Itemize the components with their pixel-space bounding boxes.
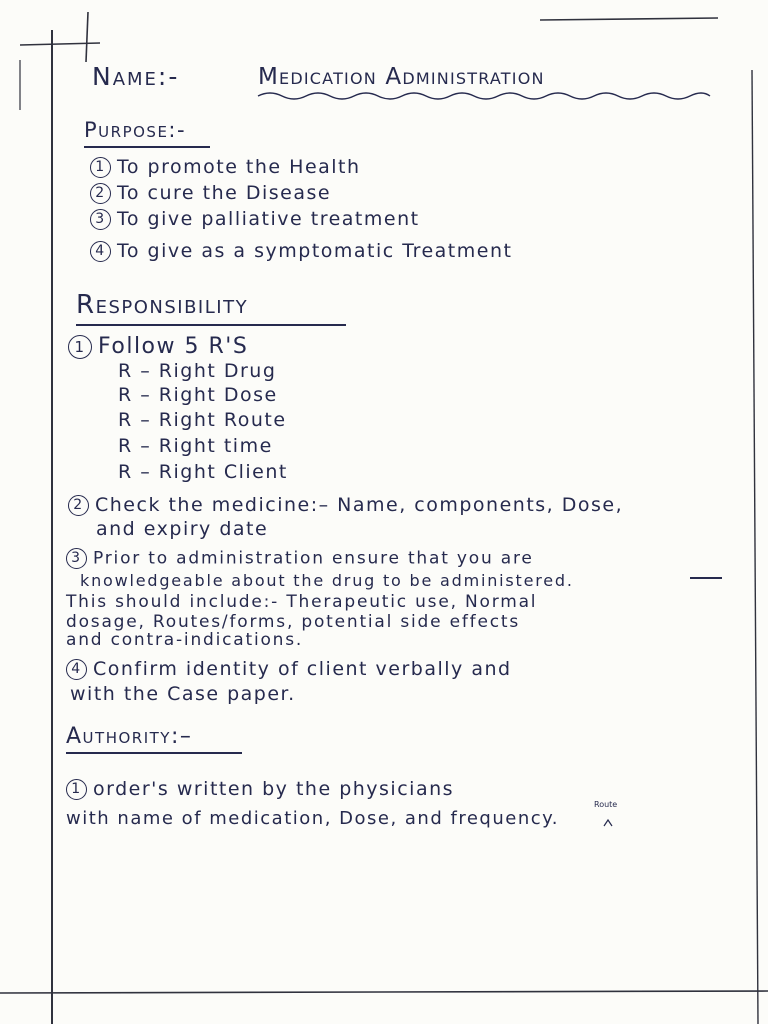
responsibility-item-3-line-3: This should include:- Therapeutic use, Normal bbox=[66, 592, 538, 612]
responsibility-item-text: Check the medicine:– Name, components, Dose, bbox=[95, 494, 624, 516]
purpose-item-3 bbox=[90, 208, 420, 230]
name-label: Name:- bbox=[92, 62, 180, 91]
responsibility-item-4-line-1 bbox=[66, 658, 512, 680]
responsibility-item-3-line-4: dosage, Routes/forms, potential side effects bbox=[66, 612, 520, 632]
page-title: Medication Administration bbox=[258, 64, 545, 90]
authority-item-1-line-1 bbox=[66, 778, 454, 800]
responsibility-item-3-line-5: and contra-indications. bbox=[66, 630, 304, 650]
purpose-item-4 bbox=[90, 240, 512, 262]
right-margin-line bbox=[752, 70, 758, 1024]
right-client: R – Right Client bbox=[118, 461, 288, 483]
responsibility-item-2-line-2: and expiry date bbox=[96, 518, 269, 540]
right-route: R – Right Route bbox=[118, 409, 287, 431]
top-margin-line bbox=[20, 43, 100, 45]
number-circle: 3 bbox=[66, 548, 87, 569]
purpose-heading: Purpose:- bbox=[84, 118, 187, 142]
responsibility-item-text: Confirm identity of client verbally and bbox=[93, 658, 512, 680]
top-rule-line bbox=[540, 18, 718, 20]
route-insert-note: Route bbox=[594, 800, 618, 809]
number-circle: 2 bbox=[68, 495, 89, 516]
authority-heading-underline bbox=[66, 752, 242, 754]
purpose-item-1 bbox=[90, 156, 361, 178]
responsibility-item-3-line-1 bbox=[66, 548, 534, 569]
number-circle: 1 bbox=[90, 157, 111, 178]
responsibility-item-text: Prior to administration ensure that you are bbox=[93, 548, 534, 569]
number-circle: 2 bbox=[90, 183, 111, 204]
purpose-item-text: To promote the Health bbox=[117, 156, 361, 178]
responsibility-heading-underline bbox=[76, 324, 346, 326]
responsibility-item-text: Follow 5 R'S bbox=[98, 334, 249, 359]
number-circle: 4 bbox=[66, 659, 87, 680]
number-circle: 3 bbox=[90, 209, 111, 230]
authority-heading: Authority:– bbox=[66, 724, 193, 749]
title-wavy-underline bbox=[258, 93, 710, 99]
right-time: R – Right time bbox=[118, 435, 273, 457]
responsibility-item-3-line-2: knowledgeable about the drug to be administered. bbox=[80, 571, 574, 590]
margin-tick-line bbox=[86, 12, 88, 62]
purpose-item-text: To give as a symptomatic Treatment bbox=[117, 240, 513, 262]
right-drug: R – Right Drug bbox=[118, 360, 277, 382]
purpose-item-text: To give palliative treatment bbox=[117, 208, 420, 230]
responsibility-item-4-line-2: with the Case paper. bbox=[70, 683, 296, 705]
responsibility-heading: Responsibility bbox=[76, 290, 249, 320]
responsibility-item-2-line-1 bbox=[68, 494, 623, 516]
right-dose: R – Right Dose bbox=[118, 384, 278, 406]
bottom-rule-line bbox=[0, 991, 768, 993]
insert-caret bbox=[604, 820, 612, 826]
authority-item-1-line-2: with name of medication, Dose, and frequency. bbox=[66, 808, 559, 829]
number-circle: 1 bbox=[66, 779, 87, 800]
number-circle: 1 bbox=[68, 335, 92, 359]
responsibility-item-1 bbox=[68, 334, 248, 359]
purpose-heading-underline bbox=[84, 146, 210, 148]
purpose-item-2 bbox=[90, 182, 331, 204]
purpose-item-text: To cure the Disease bbox=[117, 182, 332, 204]
number-circle: 4 bbox=[90, 241, 111, 262]
authority-item-text: order's written by the physicians bbox=[93, 778, 455, 800]
